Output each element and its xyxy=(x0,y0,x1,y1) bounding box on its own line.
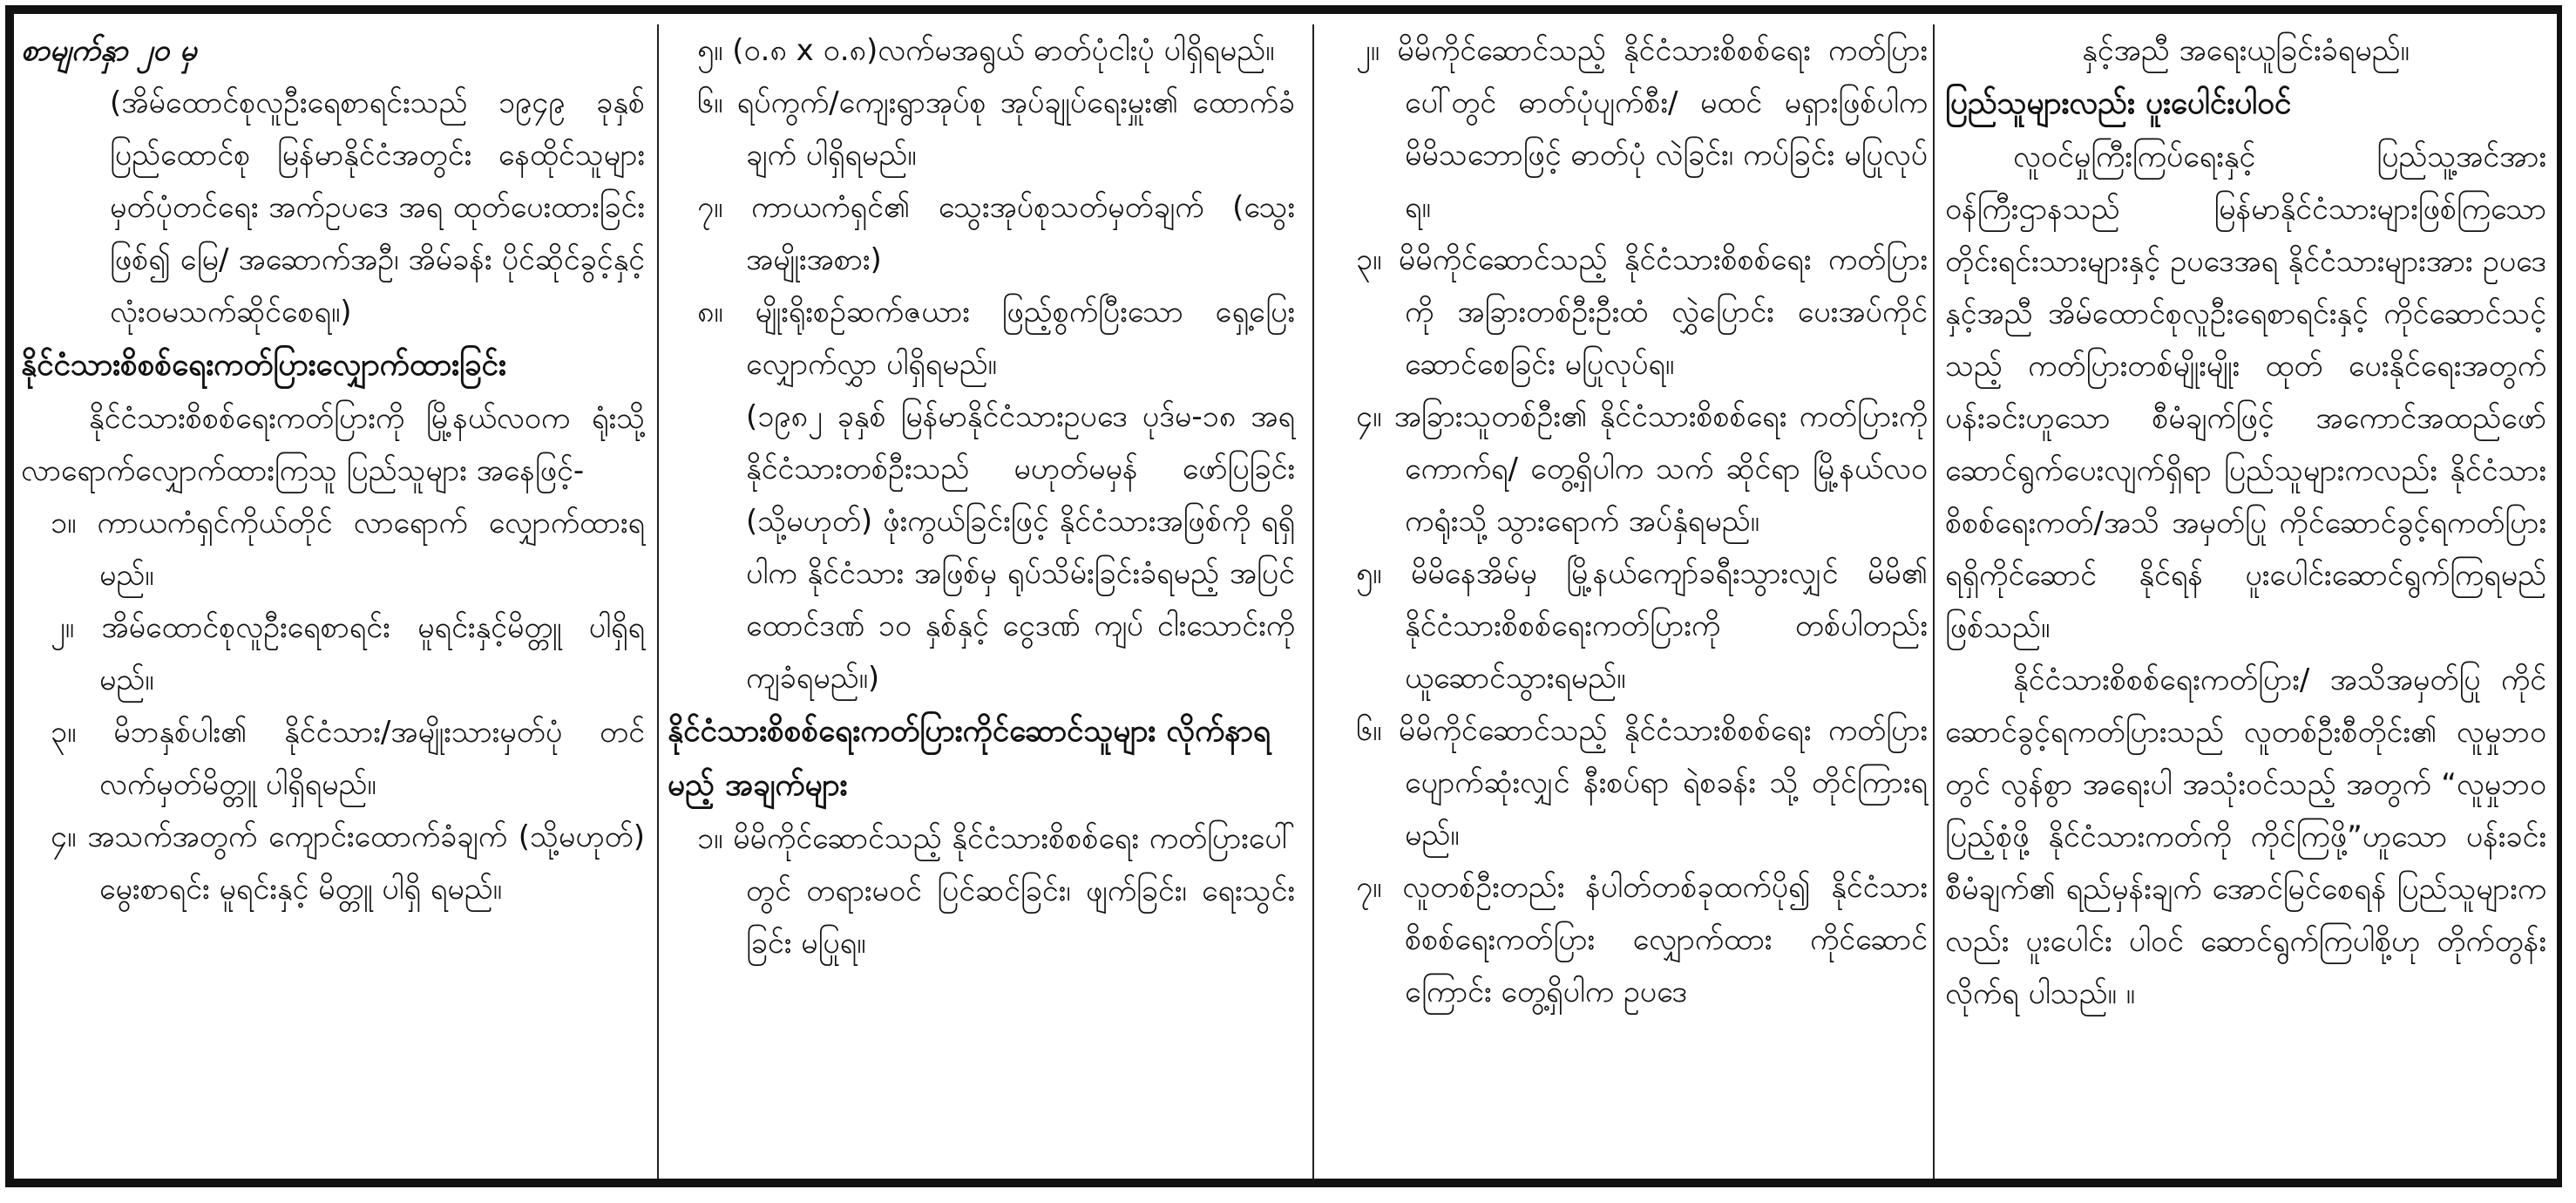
column-divider xyxy=(1312,24,1314,1179)
column-2 xyxy=(668,24,1295,1186)
section-heading: နိုင်ငံသားစိစစ်ရေးကတ်ပြားကိုင်ဆောင်သူများ လိုက်နာရမည့် အချက်များ xyxy=(668,714,1271,803)
list-item: ၃။ မိမိကိုင်ဆောင်သည့် နိုင်ငံသားစိစစ်ရေး ကတ်ပြားကို အခြားတစ်ဦးဦးထံ လွှဲပြောင်း ပေးအပ်ကိုင်ဆောင်စေခြင်း မပြုလုပ်ရ။ xyxy=(1356,242,1928,382)
list-item: ၄။ အသက်အတွက် ကျောင်းထောက်ခံချက် (သို့မဟုတ်) မွေးစာရင်း မူရင်းနှင့် မိတ္တူ ပါရှိ ရမည်။ xyxy=(51,819,645,907)
page-reference: စာမျက်နှာ ၂၀ မှ xyxy=(21,33,197,68)
column-4 xyxy=(1945,24,2546,1186)
list-item: ၁။ မိမိကိုင်ဆောင်သည့် နိုင်ငံသားစိစစ်ရေး ကတ်ပြားပေါ်တွင် တရားမဝင် ပြင်ဆင်ခြင်း၊ ဖျက်ခြင်း၊ ရေးသွင်းခြင်း မပြုရ။ xyxy=(697,821,1295,961)
list-item: ၈။ မျိုးရိုးစဉ်ဆက်ဇယား ဖြည့်စွက်ပြီးသော ရှေ့ပြေးလျှောက်လွှာ ပါရှိရမည်။ xyxy=(697,295,1295,382)
list-item: ၆။ ရပ်ကွက်/ကျေးရွာအုပ်စု အုပ်ချုပ်ရေးမှူး၏ ထောက်ခံချက် ပါရှိရမည်။ xyxy=(697,85,1295,173)
section-heading: ပြည်သူများလည်း ပူးပေါင်းပါဝင် xyxy=(1945,86,2292,121)
column-1 xyxy=(21,24,645,1186)
body-paragraph: နိုင်ငံသားစိစစ်ရေးကတ်ပြား/ အသိအမှတ်ပြု ကိုင်ဆောင်ခွင့်ရကတ်ပြားသည် လူတစ်ဦးစီတိုင်း၏ လူမှုဘဝတွင် လွန်စွာ အရေးပါ အသုံးဝင်သည့် အတွက် “လူမှုဘဝပြည့်စုံဖို့ နိုင်ငံသားကတ်ကို ကိုင်ကြဖို့”ဟူသော ပန်းခင်းစီမံချက်၏ ရည်မှန်းချက် အောင်မြင်စေရန် ပြည်သူများကလည်း ပူးပေါင်း ပါဝင် ဆောင်ရွက်ကြပါစို့ဟု တိုက်တွန်းလိုက်ရ ပါသည်။ ။ xyxy=(1945,663,2546,1011)
body-paragraph: လူဝင်မှုကြီးကြပ်ရေးနှင့် ပြည်သူ့အင်အား ဝန်ကြီးဌာနသည် မြန်မာနိုင်ငံသားများဖြစ်ကြသော တိုင်းရင်းသားများနှင့် ဥပဒေအရ နိုင်ငံသားများအား ဥပဒေနှင့်အညီ အိမ်ထောင်စုလူဦးရေစာရင်းနှင့် ကိုင်ဆောင်သင့်သည့် ကတ်ပြားတစ်မျိုးမျိုး ထုတ် ပေးနိုင်ရေးအတွက် ပန်းခင်းဟူသော စီမံချက်ဖြင့် အကောင်အထည်ဖော် ဆောင်ရွက်ပေးလျက်ရှိရာ ပြည်သူများကလည်း နိုင်ငံသားစိစစ်ရေးကတ်/အသိ အမှတ်ပြု ကိုင်ဆောင်ခွင့်ရကတ်ပြား ရရှိကိုင်ဆောင် နိုင်ရန် ပူးပေါင်းဆောင်ရွက်ကြရမည်ဖြစ်သည်။ xyxy=(1945,139,2546,645)
section-heading: နိုင်ငံသားစိစစ်ရေးကတ်ပြားလျှောက်ထားခြင်း xyxy=(21,348,506,383)
list-item: ၁။ ကာယကံရှင်ကိုယ်တိုင် လာရောက် လျှောက်ထားရမည်။ xyxy=(51,506,645,593)
list-item: ၄။ အခြားသူတစ်ဦး၏ နိုင်ငံသားစိစစ်ရေး ကတ်ပြားကို ကောက်ရ/ တွေ့ရှိပါက သက် ဆိုင်ရာ မြို့နယ်လဝကရုံးသို့ သွားရောက် အပ်နှံရမည်။ xyxy=(1356,399,1928,539)
column-3 xyxy=(1326,24,1928,1186)
body-paragraph: နိုင်ငံသားစိစစ်ရေးကတ်ပြားကို မြို့နယ်လဝက ရုံးသို့ လာရောက်လျှောက်ထားကြသူ ပြည်သူများ အနေဖြင့်- xyxy=(21,401,645,488)
list-item: ၇။ ကာယကံရှင်၏ သွေးအုပ်စုသတ်မှတ်ချက် (သွေးအမျိုးအစား) xyxy=(697,190,1295,277)
list-item: ၅။ မိမိနေအိမ်မှ မြို့နယ်ကျော်ခရီးသွားလျှင် မိမိ၏ နိုင်ငံသားစိစစ်ရေးကတ်ပြားကို တစ်ပါတည်း ယူဆောင်သွားရမည်။ xyxy=(1356,556,1928,696)
list-item: ၂။ မိမိကိုင်ဆောင်သည့် နိုင်ငံသားစိစစ်ရေး ကတ်ပြားပေါ်တွင် ဓာတ်ပုံပျက်စီး/ မထင် မရှားဖြစ်ပါက မိမိသဘောဖြင့် ဓာတ်ပုံ လဲခြင်း၊ ကပ်ခြင်း မပြုလုပ်ရ။ xyxy=(1356,33,1928,225)
note-paragraph: (အိမ်ထောင်စုလူဦးရေစာရင်းသည် ၁၉၄၉ ခုနှစ် ပြည်ထောင်စု မြန်မာနိုင်ငံအတွင်း နေထိုင်သူများ မှတ်ပုံတင်ရေး အက်ဥပဒေ အရ ထုတ်ပေးထားခြင်းဖြစ်၍ မြေ/ အဆောက်အဦ၊ အိမ်ခန်း ပိုင်ဆိုင်ခွင့်နှင့် လုံးဝမသက်ဆိုင်စေရ။) xyxy=(110,85,645,330)
list-item: ၂။ အိမ်ထောင်စုလူဦးရေစာရင်း မူရင်းနှင့်မိတ္တူ ပါရှိရမည်။ xyxy=(51,610,645,697)
list-item: ၆။ မိမိကိုင်ဆောင်သည့် နိုင်ငံသားစိစစ်ရေး ကတ်ပြားပျောက်ဆုံးလျှင် နီးစပ်ရာ ရဲစခန်း သို့ တိုင်ကြားရမည်။ xyxy=(1356,713,1928,853)
list-item: ၃။ မိဘနှစ်ပါး၏ နိုင်ငံသား/အမျိုးသားမှတ်ပုံ တင်လက်မှတ်မိတ္တူ ပါရှိရမည်။ xyxy=(51,715,645,802)
list-item: ၅။ (၀.၈ x ၀.၈)လက်မအရွယ် ဓာတ်ပုံငါးပုံ ပါရှိရမည်။ xyxy=(697,33,1275,68)
column-divider xyxy=(657,24,659,1179)
continuation-line: နှင့်အညီ အရေးယူခြင်းခံရမည်။ xyxy=(2082,33,2410,68)
column-divider xyxy=(1933,24,1935,1179)
list-item: ၇။ လူတစ်ဦးတည်း နံပါတ်တစ်ခုထက်ပို၍ နိုင်ငံသားစိစစ်ရေးကတ်ပြား လျှောက်ထား ကိုင်ဆောင်ကြောင်း တွေ့ရှိပါက ဥပဒေ xyxy=(1356,870,1928,1009)
note-paragraph: (၁၉၈၂ ခုနှစ် မြန်မာနိုင်ငံသားဥပဒေ ပုဒ်မ-၁၈ အရ နိုင်ငံသားတစ်ဦးသည် မဟုတ်မမှန် ဖော်ပြခြင်း (သို့မဟုတ်) ဖုံးကွယ်ခြင်းဖြင့် နိုင်ငံသားအဖြစ်ကို ရရှိပါက နိုင်ငံသား အဖြစ်မှ ရုပ်သိမ်းခြင်းခံရမည့် အပြင် ထောင်ဒဏ် ၁၀ နှစ်နှင့် ငွေဒဏ် ကျပ် ငါးသောင်းကို ကျခံရမည်။) xyxy=(746,399,1295,696)
